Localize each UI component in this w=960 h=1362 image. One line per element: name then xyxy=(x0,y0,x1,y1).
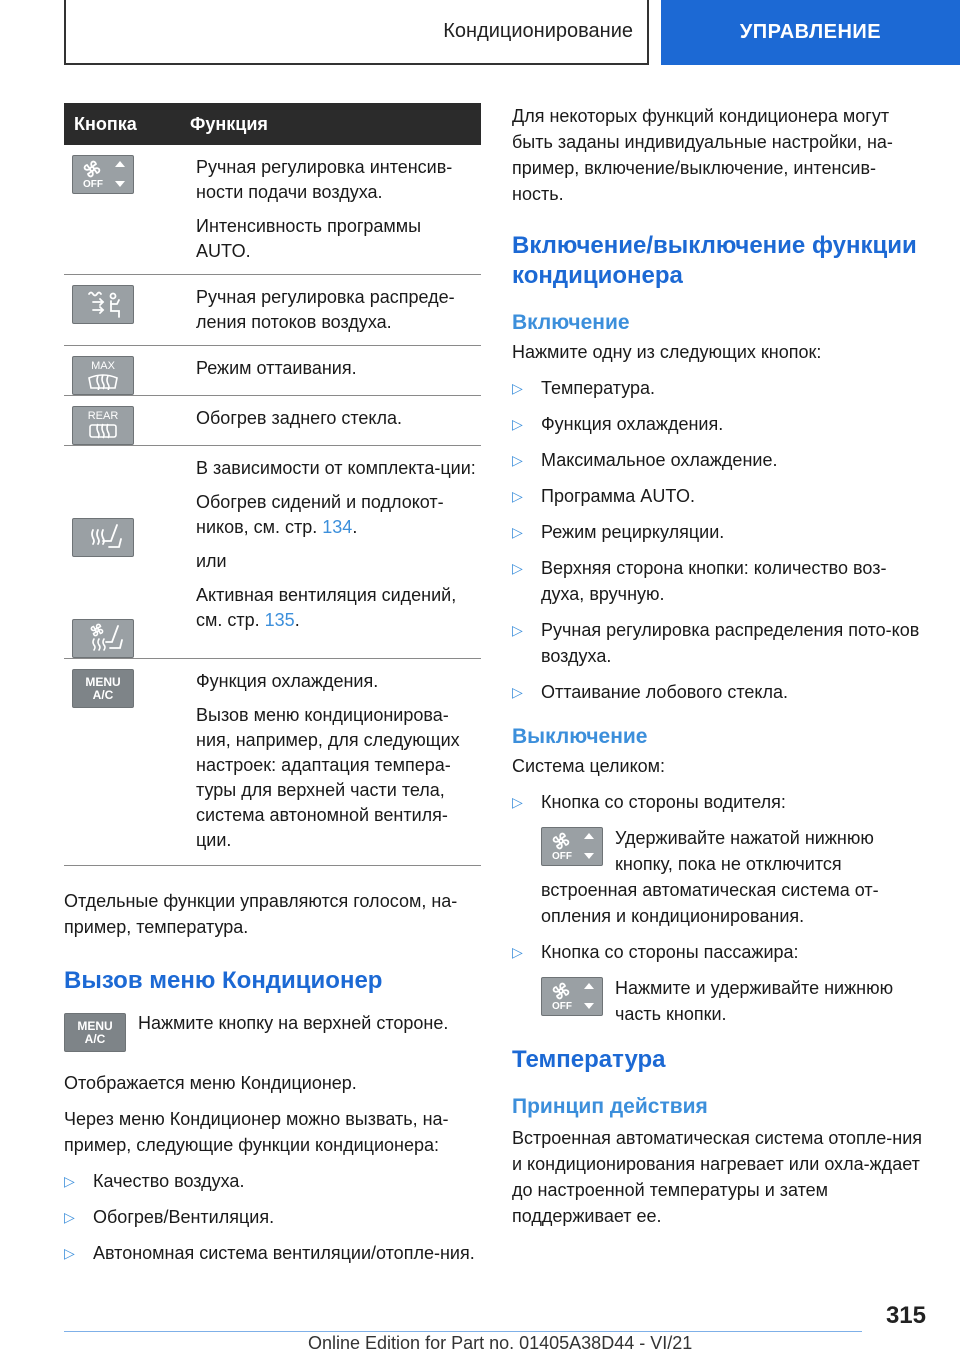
function-text-part: Активная вентиляция сидений, см. стр. xyxy=(196,585,457,630)
table-row xyxy=(64,396,481,446)
menu-ac-icon xyxy=(64,1013,126,1052)
list-item xyxy=(64,1168,481,1194)
list-item-text: Качество воздуха. xyxy=(93,1171,245,1191)
passenger-instruction xyxy=(541,975,927,1027)
list-item-text: Функция охлаждения. xyxy=(541,414,724,434)
right-column xyxy=(512,103,927,1229)
bullet-triangle-icon: ▷ xyxy=(512,488,523,504)
page-link-134[interactable]: 134 xyxy=(322,517,353,537)
ac-key-label: A/C xyxy=(84,1031,106,1046)
driver-text: Удерживайте нажатой нижнюю кнопку, пока не отключится встроенная автоматическая система от-опления и кондиционирования. xyxy=(541,828,879,926)
table-cell-function xyxy=(182,396,481,446)
bullet-triangle-icon: ▷ xyxy=(512,416,523,432)
bullet-triangle-icon: ▷ xyxy=(64,1173,75,1189)
menu-items-list xyxy=(64,1168,481,1266)
button-function-table xyxy=(64,103,481,866)
list-item xyxy=(512,617,927,669)
function-text-part: . xyxy=(352,517,358,537)
max-defrost-icon xyxy=(72,356,134,395)
table-cell-icon xyxy=(64,396,182,446)
list-item-text: Максимальное охлаждение. xyxy=(541,450,778,470)
function-text xyxy=(196,583,477,633)
function-text xyxy=(196,490,477,540)
seat-ventilation-icon xyxy=(72,619,134,658)
on-items-list xyxy=(512,375,927,705)
bullet-triangle-icon: ▷ xyxy=(512,380,523,396)
table-cell-icon xyxy=(64,659,182,866)
list-item-text: Автономная система вентиляции/отопле-ния. xyxy=(93,1243,475,1263)
table-cell-function xyxy=(182,659,481,866)
off-heading: Выключение xyxy=(512,725,648,748)
principle-text: Встроенная автоматическая система отопле-ния и кондиционирования нагревает или охла-ждает до настроенной температуры и затем поддерживает ее. xyxy=(512,1128,923,1226)
page-link-135[interactable]: 135 xyxy=(264,610,295,630)
driver-instruction xyxy=(541,825,927,929)
menu-shown-text: Отображается меню Кондиционер. xyxy=(64,1073,357,1093)
menu-key-label: MENU xyxy=(77,1018,113,1033)
bullet-triangle-icon: ▷ xyxy=(512,524,523,540)
temperature-heading: Температура xyxy=(512,1046,666,1073)
list-item-text: Программа AUTO. xyxy=(541,486,695,506)
intro-text: Для некоторых функций кондиционера могут быть заданы индивидуальные настройки, на-пример, включение/выключение, интенсив-ность. xyxy=(512,106,893,204)
rear-window-heating-icon xyxy=(72,406,134,445)
max-key-label: MAX xyxy=(91,360,115,372)
menu-key-label: MENU xyxy=(85,674,121,689)
menu-press-block xyxy=(64,1010,481,1056)
bullet-triangle-icon: ▷ xyxy=(64,1245,75,1261)
function-text: или xyxy=(196,551,227,571)
function-text-part: Обогрев сидений и подлокот-ников, см. стр. xyxy=(196,492,444,537)
passenger-text: Нажмите и удерживайте нижнюю часть кнопки. xyxy=(615,978,894,1024)
table-cell-icon xyxy=(64,275,182,346)
list-item xyxy=(64,1204,481,1230)
off-key-label: OFF xyxy=(552,851,572,862)
table-cell-icon xyxy=(64,145,182,275)
function-text: Интенсивность программы AUTO. xyxy=(196,216,422,261)
page-number: 315 xyxy=(885,1302,926,1329)
footer-edition: Online Edition for Part no. 01405A38D44 - VI/21 xyxy=(308,1333,693,1353)
list-item xyxy=(64,1240,481,1266)
bullet-triangle-icon: ▷ xyxy=(512,560,523,576)
list-item xyxy=(512,789,927,929)
list-item-text: Температура. xyxy=(541,378,656,398)
off-items-list xyxy=(512,789,927,1027)
function-text: Вызов меню кондиционирова-ния, например, для следующих настроек: адаптация темпера-туры для верхней части тела, система автономной вентиля-ции. xyxy=(196,705,460,850)
bullet-triangle-icon: ▷ xyxy=(512,452,523,468)
list-item xyxy=(512,411,927,437)
chapter-tab-text: УПРАВЛЕНИЕ xyxy=(739,21,882,43)
bullet-triangle-icon: ▷ xyxy=(512,684,523,700)
chapter-tab[interactable] xyxy=(661,0,960,65)
list-item-text: Верхняя сторона кнопки: количество воз-духа, вручную. xyxy=(541,558,887,604)
function-text-part: . xyxy=(294,610,300,630)
air-distribution-icon xyxy=(72,285,134,324)
bullet-triangle-icon: ▷ xyxy=(64,1209,75,1225)
list-item xyxy=(512,519,927,545)
list-item xyxy=(512,679,927,705)
list-item xyxy=(512,483,927,509)
footer-divider xyxy=(64,1331,862,1332)
menu-through-text: Через меню Кондиционер можно вызвать, на-пример, следующие функции кондиционера: xyxy=(64,1109,449,1155)
left-column xyxy=(64,103,481,1276)
section-title xyxy=(64,0,649,65)
section-title-text: Кондиционирование xyxy=(443,20,633,42)
off-key-label: OFF xyxy=(83,179,103,190)
off-text: Система целиком: xyxy=(512,756,666,776)
column-header-button: Кнопка xyxy=(64,103,182,145)
list-item xyxy=(512,939,927,1027)
table-row xyxy=(64,446,481,659)
list-item xyxy=(512,447,927,473)
list-item-text: Режим рециркуляции. xyxy=(541,522,725,542)
column-header-function: Функция xyxy=(182,103,481,145)
table-row xyxy=(64,346,481,396)
function-text: Ручная регулировка распреде-ления потоков воздуха. xyxy=(196,287,455,332)
bullet-triangle-icon: ▷ xyxy=(512,794,523,810)
table-cell-function xyxy=(182,145,481,275)
table-row xyxy=(64,145,481,275)
list-item xyxy=(512,375,927,401)
bullet-triangle-icon: ▷ xyxy=(512,944,523,960)
table-cell-icon xyxy=(64,446,182,659)
voice-note: Отдельные функции управляются голосом, на-пример, температура. xyxy=(64,891,458,937)
table-cell-function xyxy=(182,346,481,396)
bullet-triangle-icon: ▷ xyxy=(512,622,523,638)
fan-off-arrows-icon xyxy=(541,977,603,1016)
table-cell-function xyxy=(182,446,481,659)
table-row xyxy=(64,275,481,346)
list-item-text: Оттаивание лобового стекла. xyxy=(541,682,788,702)
table-cell-icon xyxy=(64,346,182,396)
list-item-text: Ручная регулировка распределения пото-ков воздуха. xyxy=(541,620,920,666)
table-cell-function xyxy=(182,275,481,346)
function-text: Режим оттаивания. xyxy=(196,358,357,378)
function-text: Функция охлаждения. xyxy=(196,671,379,691)
on-text: Нажмите одну из следующих кнопок: xyxy=(512,342,822,362)
list-item-text: Обогрев/Вентиляция. xyxy=(93,1207,275,1227)
ac-key-label: A/C xyxy=(92,687,114,702)
menu-ac-icon xyxy=(72,669,134,708)
fan-off-arrows-icon xyxy=(72,155,134,194)
function-text: В зависимости от комплекта-ции: xyxy=(196,458,476,478)
list-item xyxy=(512,555,927,607)
list-item-text: Кнопка со стороны пассажира: xyxy=(541,942,799,962)
function-text: Ручная регулировка интенсив-ности подачи воздуха. xyxy=(196,157,453,202)
list-item-text: Кнопка со стороны водителя: xyxy=(541,792,786,812)
table-row xyxy=(64,659,481,866)
rear-key-label: REAR xyxy=(87,410,119,422)
principle-heading: Принцип действия xyxy=(512,1095,708,1118)
menu-press-text: Нажмите кнопку на верхней стороне. xyxy=(138,1013,449,1033)
on-heading: Включение xyxy=(512,311,630,334)
seat-heating-icon xyxy=(72,518,134,557)
fan-off-arrows-icon xyxy=(541,827,603,866)
function-text: Обогрев заднего стекла. xyxy=(196,408,403,428)
table-header-row xyxy=(64,103,481,145)
menu-heading: Вызов меню Кондиционер xyxy=(64,967,383,994)
off-key-label: OFF xyxy=(552,1001,572,1012)
onoff-heading: Включение/выключение функции кондиционера xyxy=(512,232,917,289)
